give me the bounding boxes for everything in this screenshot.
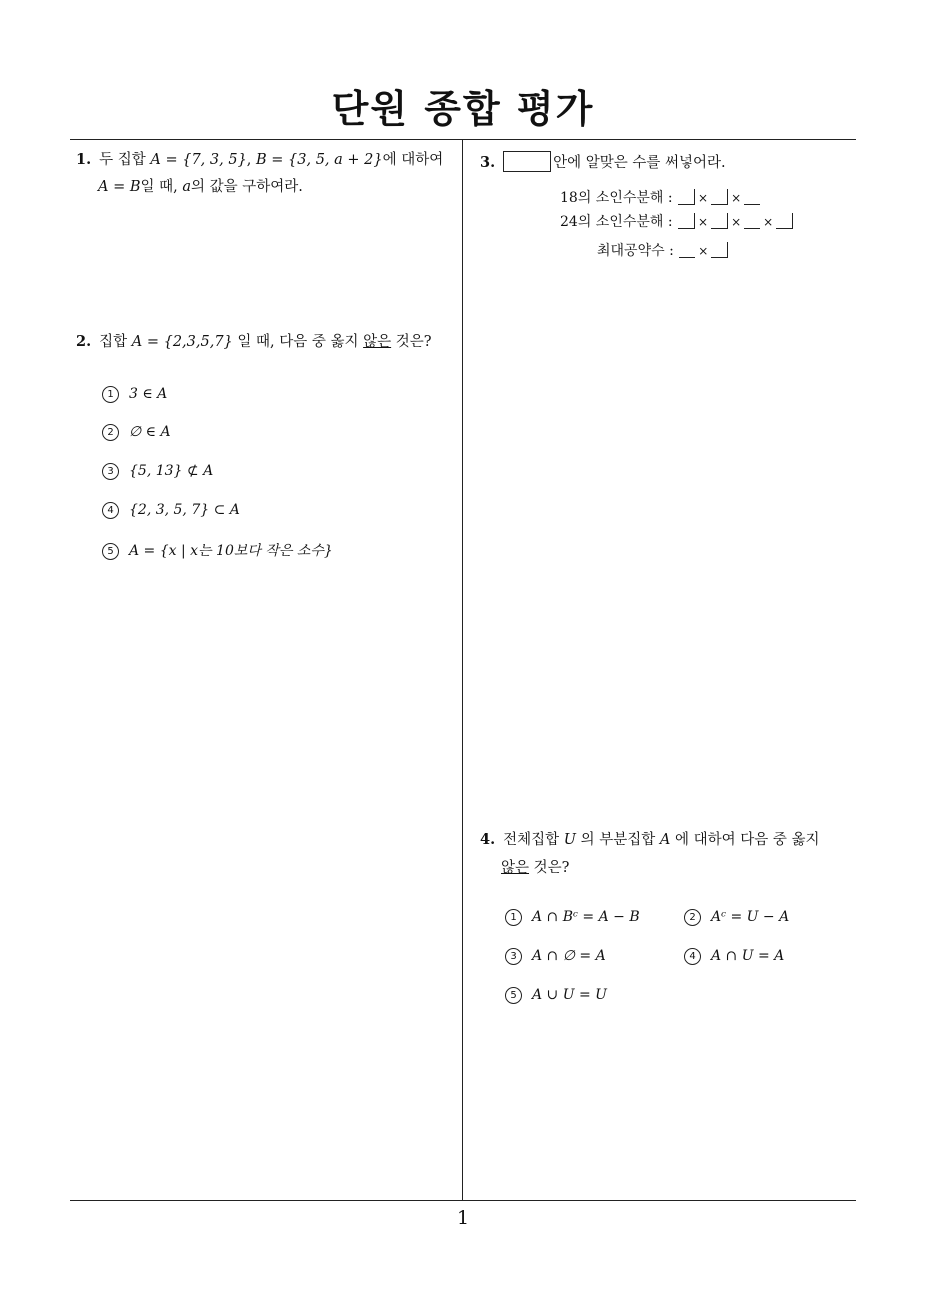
top-rule: [70, 139, 856, 140]
q4-text: 에 대하여 다음 중 옳지: [670, 832, 820, 848]
q4-choice-5[interactable]: [505, 987, 607, 1004]
q2-choice-5[interactable]: [102, 540, 333, 560]
q3-row-18: [560, 188, 761, 208]
choice-text: {5, 13} ⊄ A: [129, 463, 214, 479]
page-number: 1: [456, 1207, 470, 1229]
choice-mark: 3: [102, 463, 119, 480]
choice-text: ∅ ∈ A: [129, 424, 171, 440]
q3-row-24: [560, 212, 794, 232]
bottom-rule: [70, 1200, 856, 1201]
times-sign: ×: [698, 215, 709, 229]
q2-text: 집합: [99, 334, 132, 350]
times-sign: ×: [698, 191, 709, 205]
choice-mark: 1: [102, 386, 119, 403]
blank-slot[interactable]: [744, 189, 760, 205]
blank-slot[interactable]: [679, 242, 695, 258]
q4-choice-1[interactable]: [505, 909, 640, 926]
q4-text: 의 부분집합: [576, 832, 660, 848]
blank-slot[interactable]: [776, 213, 793, 229]
q3-row-gcd: [597, 241, 729, 261]
q3-stem: [480, 151, 726, 173]
blank-slot[interactable]: [711, 189, 728, 205]
q2-text: 일 때, 다음 중 옳지: [232, 334, 364, 350]
choice-text: A = {x | x는 10보다 작은 소수}: [129, 543, 333, 559]
q1-set-a: A = {7, 3, 5}: [150, 152, 247, 168]
q1-text: 두 집합: [99, 152, 151, 168]
q2-set: A = {2,3,5,7}: [131, 334, 233, 350]
page-title: 단원 종합 평가: [331, 87, 595, 131]
q1-line-1: [76, 150, 443, 170]
q4-choice-3[interactable]: [505, 948, 606, 965]
q4-stem-line-2: [501, 858, 569, 878]
choice-mark: 4: [102, 502, 119, 519]
choice-text: A ∩ Bᶜ = A − B: [532, 909, 640, 925]
q4-number: 4.: [480, 831, 496, 848]
q2-stem: [76, 332, 432, 352]
column-divider: [462, 139, 463, 1201]
q4-choice-2[interactable]: [684, 909, 789, 926]
choice-mark: 5: [102, 543, 119, 560]
q2-choice-4[interactable]: [102, 502, 240, 519]
row-label: 최대공약수 :: [597, 243, 674, 259]
choice-text: Aᶜ = U − A: [711, 909, 790, 925]
choice-text: A ∪ U = U: [532, 987, 607, 1003]
q2-text: 것은?: [391, 334, 432, 350]
blank-slot[interactable]: [711, 213, 728, 229]
choice-text: {2, 3, 5, 7} ⊂ A: [129, 502, 240, 518]
q4-choice-4[interactable]: [684, 948, 784, 965]
choice-text: 3 ∈ A: [129, 386, 168, 402]
blank-slot[interactable]: [744, 213, 760, 229]
q1-number: 1.: [76, 151, 92, 168]
choice-mark: 5: [505, 987, 522, 1004]
q1-text: 일 때,: [140, 179, 183, 195]
blank-slot[interactable]: [678, 189, 695, 205]
q1-set-b: B = {3, 5, a + 2}: [256, 152, 383, 168]
q1-comma: ,: [246, 152, 257, 168]
q2-choice-2[interactable]: [102, 424, 171, 441]
times-sign: ×: [763, 215, 774, 229]
q1-variable: a: [182, 179, 191, 195]
q2-choice-3[interactable]: [102, 463, 213, 480]
times-sign: ×: [731, 215, 742, 229]
q4-text: 전체집합: [503, 832, 564, 848]
answer-box: [503, 151, 551, 172]
choice-mark: 2: [684, 909, 701, 926]
row-label: 18의 소인수분해 :: [560, 190, 673, 206]
q4-text: 것은?: [529, 860, 570, 876]
q4-universal-set: U: [563, 832, 577, 848]
q3-number: 3.: [480, 154, 496, 171]
q1-text: 의 값을 구하여라.: [191, 179, 303, 195]
q2-number: 2.: [76, 333, 92, 350]
q1-condition: A = B: [98, 179, 141, 195]
q2-emphasis: 않은: [363, 334, 392, 350]
times-sign: ×: [698, 244, 709, 258]
choice-text: A ∩ U = A: [711, 948, 785, 964]
q4-emphasis: 않은: [501, 860, 530, 876]
q4-subset: A: [659, 832, 671, 848]
choice-text: A ∩ ∅ = A: [532, 948, 606, 964]
blank-slot[interactable]: [711, 242, 728, 258]
q1-line-2: [98, 177, 303, 197]
q1-text: 에 대하여: [382, 152, 444, 168]
choice-mark: 2: [102, 424, 119, 441]
choice-mark: 4: [684, 948, 701, 965]
choice-mark: 1: [505, 909, 522, 926]
times-sign: ×: [731, 191, 742, 205]
blank-slot[interactable]: [678, 213, 695, 229]
row-label: 24의 소인수분해 :: [560, 214, 673, 230]
q4-stem-line-1: [480, 830, 819, 850]
choice-mark: 3: [505, 948, 522, 965]
q2-choice-1[interactable]: [102, 386, 167, 403]
q3-text: 안에 알맞은 수를 써넣어라.: [553, 155, 726, 171]
